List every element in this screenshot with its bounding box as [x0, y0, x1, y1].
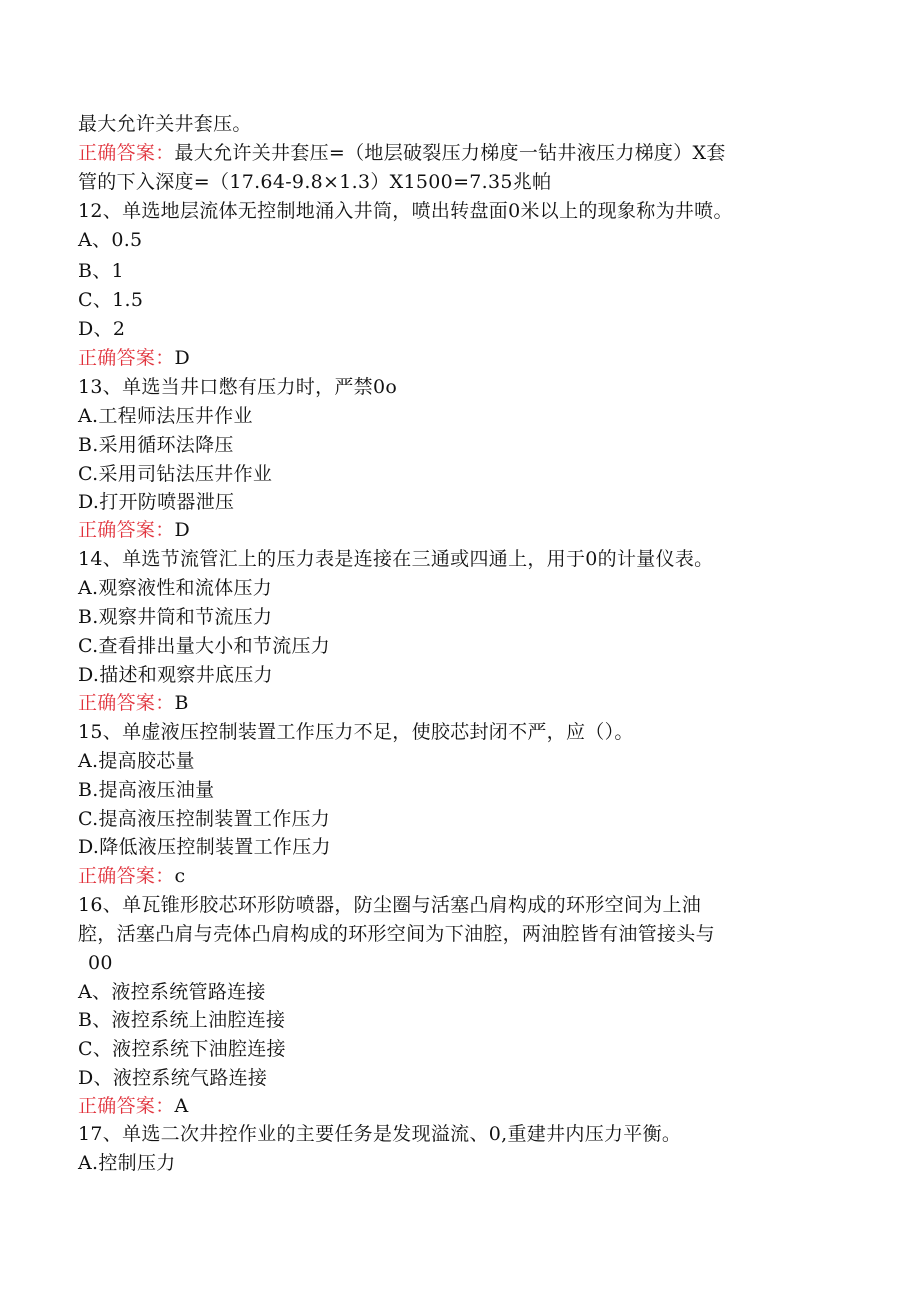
- answer-label: 正确答案：: [78, 142, 175, 164]
- answer-value: D: [174, 347, 191, 369]
- question-14-answer: [78, 689, 189, 717]
- question-13-option-a: A.工程师法压井作业: [78, 405, 253, 427]
- question-12-option-c: C、1.5: [78, 289, 144, 311]
- question-16-answer: [78, 1092, 189, 1120]
- question-16-stem-line2: 腔，活塞凸肩与壳体凸肩构成的环形空间为下油腔，两油腔皆有油管接头与: [78, 923, 715, 945]
- question-12-answer: [78, 344, 190, 372]
- question-13-option-d: D.打开防喷器泄压: [78, 491, 235, 513]
- answer-value: c: [174, 865, 186, 887]
- question-14-option-a: A.观察液性和流体压力: [78, 577, 273, 599]
- question-13-stem: 13、单选当井口憋有压力时，严禁0o: [78, 376, 398, 398]
- answer-value: A: [174, 1095, 189, 1117]
- intro-answer: [78, 139, 726, 167]
- answer-label: 正确答案：: [78, 347, 175, 369]
- question-12-option-b: B、1: [78, 260, 124, 282]
- question-16-stem-line1: 16、单瓦锥形胶芯环形防喷器，防尘圈与活塞凸肩构成的环形空间为上油: [78, 894, 702, 916]
- question-16-option-c: C、液控系统下油腔连接: [78, 1038, 286, 1060]
- question-15-option-b: B.提高液压油量: [78, 779, 215, 801]
- question-17-stem: 17、单选二次井控作业的主要任务是发现溢流、0,重建井内压力平衡。: [78, 1123, 682, 1145]
- question-15-option-a: A.提高胶芯量: [78, 750, 195, 772]
- answer-label: 正确答案：: [78, 865, 175, 887]
- question-14-option-d: D.描述和观察井底压力: [78, 664, 273, 686]
- intro-answer-line1: 最大允许关井套压=（地层破裂压力梯度一钻井液压力梯度）X套: [174, 142, 726, 164]
- answer-value: B: [174, 692, 189, 714]
- question-16-option-a: A、液控系统管路连接: [78, 981, 266, 1003]
- question-13-answer: [78, 516, 190, 544]
- answer-label: 正确答案：: [78, 692, 175, 714]
- question-15-stem: 15、单虚液压控制装置工作压力不足，使胶芯封闭不严，应（）。: [78, 721, 634, 743]
- intro-text: 最大允许关井套压。: [78, 113, 252, 135]
- question-12-stem: 12、单选地层流体无控制地涌入井筒，喷出转盘面0米以上的现象称为井喷。: [78, 200, 733, 222]
- answer-value: D: [174, 519, 191, 541]
- question-12-option-a: A、0.5: [78, 229, 143, 251]
- question-13-option-b: B.采用循环法降压: [78, 434, 234, 456]
- question-15-option-d: D.降低液压控制装置工作压力: [78, 836, 331, 858]
- question-16-option-d: D、液控系统气路连接: [78, 1067, 268, 1089]
- question-13-option-c: C.采用司钻法压井作业: [78, 463, 273, 485]
- question-17-option-a: A.控制压力: [78, 1152, 176, 1174]
- question-12-option-d: D、2: [78, 318, 126, 340]
- question-14-stem: 14、单选节流管汇上的压力表是连接在三通或四通上，用于0的计量仪表。: [78, 548, 714, 570]
- question-14-option-b: B.观察井筒和节流压力: [78, 606, 273, 628]
- question-14-option-c: C.查看排出量大小和节流压力: [78, 635, 331, 657]
- question-16-stem-line3: 00: [88, 952, 113, 974]
- question-16-option-b: B、液控系统上油腔连接: [78, 1009, 286, 1031]
- question-15-option-c: C.提高液压控制装置工作压力: [78, 808, 331, 830]
- intro-answer-line2: 管的下入深度=（17.64-9.8×1.3）X1500=7.35兆帕: [78, 171, 552, 193]
- question-15-answer: [78, 862, 185, 890]
- answer-label: 正确答案：: [78, 519, 175, 541]
- answer-label: 正确答案：: [78, 1095, 175, 1117]
